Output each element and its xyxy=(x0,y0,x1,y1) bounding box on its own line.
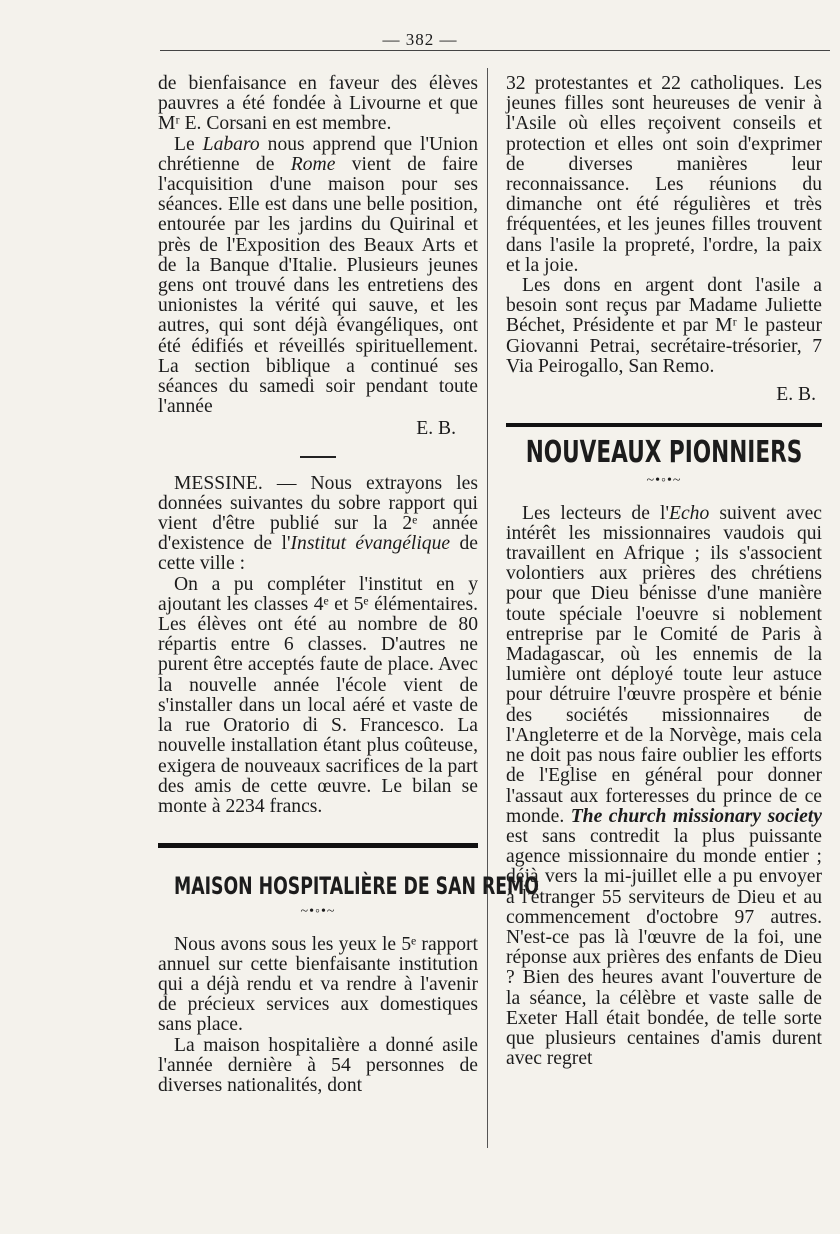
column-divider xyxy=(487,68,488,1148)
section-rule xyxy=(158,843,478,848)
paragraph: 32 protestantes et 22 catholiques. Les jeunes filles sont heureuses de venir à l'Asile où elles reçoivent conseils et protection et elles ont soin d'exprimer de diverses manières leur reconnaissance. Les réunions du dimanche ont été régulières et très fréquentées, et les jeunes filles trouvent dans l'asile la propreté, l'ordre, la paix et la joie. xyxy=(506,73,822,276)
left-column xyxy=(158,73,539,1096)
signature: E. B. xyxy=(776,384,816,406)
section-separator xyxy=(300,456,336,458)
ornament: ~•◦•~ xyxy=(300,904,336,920)
paragraph: On a pu compléter l'institut en y ajoutant les classes 4ᵉ et 5ᵉ élémentaires. Les élèves ont été au nombre de 80 répartis entre 6 classes. D'autres ne purent être acceptés faute de place. Avec la nouvelle année l'école vient de s'installer dans un local aéré et vaste de la rue Oratorio di S. Francesco. La nouvelle installation étant plus coûteuse, exigera de nouveaux sacrifices de la part des amis de cette œuvre. Le bilan se monte à 2234 francs. xyxy=(158,573,478,817)
paragraph-labaro: Le Labaro nous apprend que l'Union chrétienne de Rome vient de faire l'acquisition d'une maison pour ses séances. Elle est dans une belle position, entourée par les jardins du Quirinal et près de l'Exposition des Beaux Arts et de la Banque d'Italie. Plusieurs jeunes gens ont trouvé dans les entretiens des unionistes la vérité qui sauve, et les autres, qui sont déjà évangéliques, ont été édifiés et réveillés spirituellement. La section biblique a continué ses séances du samedi soir pendant toute l'année xyxy=(158,133,478,418)
paragraph: Nous avons sous les yeux le 5ᵉ rapport annuel sur cette bienfaisante institution qui a déjà rendu et va rendre à l'avenir de précieux services aux domestiques sans place. xyxy=(158,933,478,1036)
section-heading: NOUVEAUX PIONNIERS xyxy=(525,435,803,471)
section-heading: MAISON HOSPITALIÈRE DE SAN REMO xyxy=(174,872,539,901)
page-number: — 382 — xyxy=(382,30,458,49)
paragraph-pionniers: Les lecteurs de l'Echo suivent avec intérêt les missionnaires vaudois qui travaillent en Afrique ; ils s'associent volontiers aux prières des chrétiens pour que Dieu bénisse d'une manière toute spéciale l'oeuvre si noblement entreprise par le Comité de Paris à Madagascar, où les ennemis de la lumière ont déployé toute leur astuce pour détruire l'œuvre prospère et bénie des sociétés missionnaires de l'Angleterre et de la Norvège, mais cela ne doit pas nous faire oublier les efforts de l'Eglise en général pour donner l'assaut aux forteresses du prince de ce monde. The church missionary society est sans contredit la plus puissante agence missionnaire du monde entier ; déjà vers la mi-juillet elle a pu envoyer à l'étranger 55 serviteurs de Dieu et au commencement d'octobre 97 autres. N'est-ce pas là l'œuvre de la foi, une réponse aux prières des enfants de Dieu ? Bien des heures avant l'ouverture de la séance, la célèbre et vaste salle de Exeter Hall était bondée, de telle sorte que plusieurs centaines d'amis durent avec regret xyxy=(506,502,822,1070)
section-rule xyxy=(506,423,822,427)
ornament: ~•◦•~ xyxy=(646,473,682,489)
header-rule xyxy=(160,50,830,51)
paragraph: de bienfaisance en faveur des élèves pauvres a été fondée à Livourne et que Mʳ E. Corsani en est membre. xyxy=(158,73,478,135)
signature: E. B. xyxy=(416,418,456,440)
right-column xyxy=(506,74,822,1069)
paragraph: Les dons en argent dont l'asile a besoin sont reçus par Madame Juliette Béchet, Présidente et par Mʳ le pasteur Giovanni Petrai, secrétaire-trésorier, 7 Via Peirogallo, San Remo. xyxy=(506,275,822,377)
paragraph-messine: MESSINE. — Nous extrayons les données suivantes du sobre rapport qui vient d'être publié sur la 2ᵉ année d'existence de l'Institut évangélique de cette ville : xyxy=(158,472,478,575)
paragraph: La maison hospitalière a donné asile l'année dernière à 54 personnes de diverses nationalités, dont xyxy=(158,1034,478,1096)
